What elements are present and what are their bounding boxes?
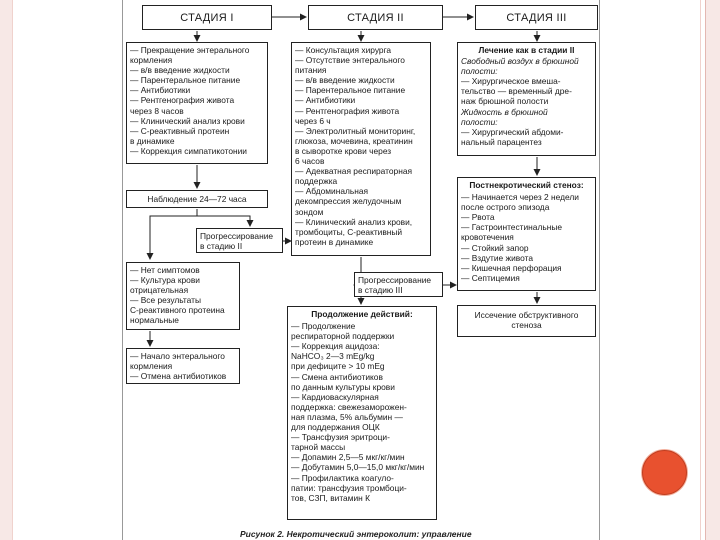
resolution-line: — Все результаты: [130, 295, 202, 306]
resume-line: кормления: [130, 361, 173, 372]
excision-box: [457, 305, 596, 337]
stenosis-line: — Септицемия: [461, 272, 520, 283]
stage2-action-line: через 6 ч: [295, 115, 331, 126]
stage1-action-line: — Парентеральное питание: [130, 75, 241, 86]
resume-line: — Начало энтерального: [130, 351, 225, 361]
continue-actions-title: Продолжение действий:: [311, 309, 413, 319]
treatment-line: тельство — временный дре-: [461, 86, 572, 97]
stage1-action-line: в динамике: [130, 135, 175, 146]
resolution-line: — Культура крови: [130, 275, 200, 286]
continue-line: ная плазма, 5% альбумин —: [291, 411, 403, 422]
continue-line: поддержка: свежезаморожен-: [291, 401, 407, 412]
stage1-action-line: — Коррекция симпатикотонии: [130, 145, 247, 156]
resolution-line: отрицательная: [130, 285, 189, 296]
continue-line: — Допамин 2,5—5 мкг/кг/мин: [291, 452, 405, 463]
continue-line: при дефиците > 10 mEg: [291, 361, 385, 372]
continue-line: — Кардиоваскулярная: [291, 391, 379, 402]
stenosis-box: [457, 177, 596, 291]
continue-line: респираторной поддержки: [291, 331, 395, 342]
continue-line: — Добутамин 5,0—15,0 мкг/кг/мин: [291, 462, 425, 473]
stage2-action-line: — Консультация хирурга: [295, 45, 392, 55]
progression-line: Прогрессирование: [200, 231, 274, 241]
treatment-line: Жидкость в брюшной: [461, 106, 548, 117]
continue-line: тов, СЗП, витамин К: [291, 492, 370, 503]
stage2-action-line: — в/в введение жидкости: [295, 75, 395, 86]
decorative-circle: [642, 450, 687, 495]
progression3-line: Прогрессирование: [358, 275, 432, 285]
stage1-action-line: — С-реактивный протеин: [130, 125, 230, 136]
stenosis-line: — Гастроинтестинальные: [461, 222, 563, 233]
continue-line: — Смена антибиотиков: [291, 371, 383, 382]
stenosis-title: Постнекротический стеноз:: [469, 180, 584, 190]
stage2-action-line: декомпрессия желудочным: [295, 196, 402, 207]
continue-actions-box: [287, 306, 437, 520]
stage2-actions-box: [291, 42, 431, 256]
continue-line: NaHCO₃ 2—3 mEg/kg: [291, 351, 375, 362]
resume-line: — Отмена антибиотиков: [130, 371, 227, 382]
stage2-title: СТАДИЯ II: [347, 12, 404, 24]
stenosis-line: — Начинается через 2 недели: [461, 192, 579, 203]
continue-line: — Продолжение: [291, 321, 356, 332]
stage3-title: СТАДИЯ III: [506, 12, 567, 24]
stage1-actions-box: [126, 42, 268, 164]
stage2-action-line: — Парентеральное питание: [295, 85, 406, 96]
stenosis-line: — Вздутие живота: [461, 252, 534, 263]
observation-text: Наблюдение 24—72 часа: [147, 194, 247, 204]
stage2-action-line: тромбоциты, С-реактивный: [295, 226, 403, 237]
treatment-line: наж брюшной полости: [461, 96, 549, 107]
stage3-header: [475, 5, 598, 30]
resolution-box: [126, 262, 240, 330]
progression-stage2-box: [196, 228, 283, 253]
stage2-action-line: — Адекватная респираторная: [295, 166, 413, 177]
resume-feeding-box: [126, 348, 240, 384]
stage2-action-line: — Рентгенография живота: [295, 105, 400, 116]
figure-caption: Рисунок 2. Некротический энтероколит: управление: [240, 529, 472, 539]
arrow-to-resolution: [150, 209, 197, 259]
progression-line: в стадию II: [200, 241, 243, 252]
continue-line: — Трансфузия эритроци-: [291, 432, 390, 443]
stage3-treatment-title: Лечение как в стадии II: [478, 45, 575, 55]
stenosis-line: — Стойкий запор: [461, 242, 529, 253]
stage3-treatment-box: [457, 42, 596, 156]
stage1-action-line: — в/в введение жидкости: [130, 65, 230, 76]
excision-line: стеноза: [511, 320, 542, 331]
resolution-line: С-реактивного протеина: [130, 305, 225, 316]
continue-line: — Коррекция ацидоза:: [291, 341, 380, 352]
treatment-line: — Хирургическое вмеша-: [461, 76, 561, 87]
treatment-line: полости:: [461, 66, 498, 77]
progression3-line: в стадию III: [358, 285, 403, 296]
stage2-action-line: — Электролитный мониторинг,: [295, 125, 416, 136]
stage1-action-line: кормления: [130, 55, 173, 66]
stenosis-line: — Рвота: [461, 212, 495, 223]
stenosis-line: — Кишечная перфорация: [461, 262, 562, 273]
arrow-to-progression-2: [197, 216, 250, 226]
resolution-line: нормальные: [130, 315, 179, 326]
resolution-line: — Нет симптомов: [130, 265, 200, 275]
stage2-action-line: 6 часов: [295, 156, 325, 167]
stenosis-line: кровотечения: [461, 232, 514, 243]
stage2-action-line: — Отсутствие энтерального: [295, 55, 405, 66]
observation-box: [126, 190, 268, 208]
stage1-action-line: — Рентгенография живота: [130, 95, 235, 106]
progression-stage3-box: [354, 272, 443, 297]
stage1-action-line: — Прекращение энтерального: [130, 45, 250, 55]
treatment-line: полости:: [461, 116, 498, 127]
continue-line: по данным культуры крови: [291, 381, 395, 392]
stage2-action-line: в сыворотке крови через: [295, 145, 392, 156]
stage2-action-line: — Антибиотики: [295, 95, 356, 106]
stage2-action-line: глюкоза, мочевина, креатинин: [295, 135, 413, 146]
stage2-header: [308, 5, 443, 30]
stage1-action-line: через 8 часов: [130, 105, 184, 116]
stage1-header: [142, 5, 272, 30]
continue-line: тарной массы: [291, 442, 346, 453]
stage2-action-line: зондом: [295, 206, 324, 217]
excision-line: Иссечение обструктивного: [474, 310, 579, 320]
stage2-action-line: — Клинический анализ крови,: [295, 216, 413, 227]
stage2-action-line: протеин в динамике: [295, 236, 374, 247]
treatment-line: Свободный воздух в брюшной: [461, 56, 579, 67]
stage2-action-line: — Абдоминальная: [295, 186, 369, 197]
stage1-title: СТАДИЯ I: [180, 12, 234, 24]
stage1-action-line: — Клинический анализ крови: [130, 115, 245, 126]
stage2-action-line: питания: [295, 65, 327, 76]
stage2-action-line: поддержка: [295, 176, 338, 187]
treatment-line: — Хирургический абдоми-: [461, 126, 564, 137]
continue-line: патии: трансфузия тромбоци-: [291, 482, 407, 493]
treatment-line: нальный парацентез: [461, 136, 542, 147]
stenosis-line: после острого эпизода: [461, 202, 550, 213]
continue-line: — Профилактика коагуло-: [291, 472, 394, 483]
continue-line: для поддержания ОЦК: [291, 422, 380, 433]
stage1-action-line: — Антибиотики: [130, 85, 191, 96]
